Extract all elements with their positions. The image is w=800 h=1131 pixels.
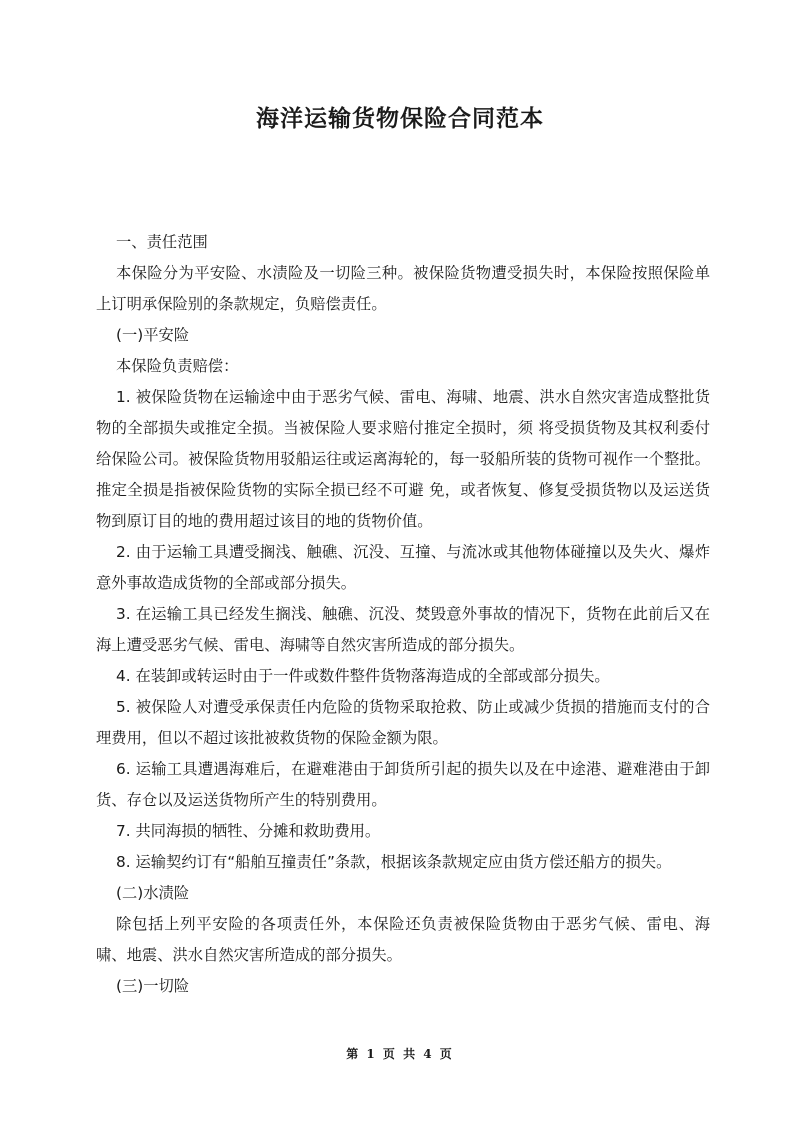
clause-item-4: 4. 在装卸或转运时由于一件或数件整件货物落海造成的全部或部分损失。: [116, 667, 610, 685]
document-body: [96, 227, 710, 1002]
paragraph-intro: 本保险分为平安险、水渍险及一切险三种。被保险货物遭受损失时，本保险按照保险单上订明承保险别的条款规定，负赔偿责任。: [96, 264, 710, 313]
clause-item-2: 2. 由于运输工具遭受搁浅、触礁、沉没、互撞、与流冰或其他物体碰撞以及失火、爆炸意外事故造成货物的全部或部分损失。: [96, 543, 710, 592]
clause-item-7: 7. 共同海损的牺牲、分摊和救助费用。: [116, 822, 381, 840]
subsection-heading-all-risks: (三)一切险: [116, 977, 190, 995]
clause-item-8: 8. 运输契约订有“船舶互撞责任”条款，根据该条款规定应由货方偿还船方的损失。: [116, 853, 672, 871]
page-title: 海洋运输货物保险合同范本: [256, 106, 544, 132]
paragraph-wpa: 除包括上列平安险的各项责任外，本保险还负责被保险货物由于恶劣气候、雷电、海啸、地震、洪水自然灾害所造成的部分损失。: [96, 915, 710, 964]
subsection-heading-wpa: (二)水渍险: [116, 884, 190, 902]
clause-item-1: 1. 被保险货物在运输途中由于恶劣气候、雷电、海啸、地震、洪水自然灾害造成整批货物的全部损失或推定全损。当被保险人要求赔付推定全损时，须 将受损货物及其权利委付给保险公司。被保险货物用驳船运往或运离海轮的，每一驳船所装的货物可视作一个整批。推定全损是指被保险货物的实际全损已经不可避 免，或者恢复、修复受损货物以及运送货物到原订目的地的费用超过该目的地的货物价值。: [96, 388, 710, 530]
subsection-heading-fpa: (一)平安险: [116, 326, 190, 344]
clause-item-3: 3. 在运输工具已经发生搁浅、触礁、沉没、焚毁意外事故的情况下，货物在此前后又在海上遭受恶劣气候、雷电、海啸等自然灾害所造成的部分损失。: [96, 605, 710, 654]
page-footer: 第 1 页 共 4 页: [346, 1047, 454, 1061]
clause-item-5: 5. 被保险人对遭受承保责任内危险的货物采取抢救、防止或减少货损的措施而支付的合理费用，但以不超过该批被救货物的保险金额为限。: [96, 698, 710, 747]
paragraph-fpa-lead: 本保险负责赔偿：: [116, 357, 239, 375]
section-heading-liability: 一、责任范围: [116, 233, 208, 251]
clause-item-6: 6. 运输工具遭遇海难后，在避难港由于卸货所引起的损失以及在中途港、避难港由于卸货、存仓以及运送货物所产生的特别费用。: [96, 760, 710, 809]
